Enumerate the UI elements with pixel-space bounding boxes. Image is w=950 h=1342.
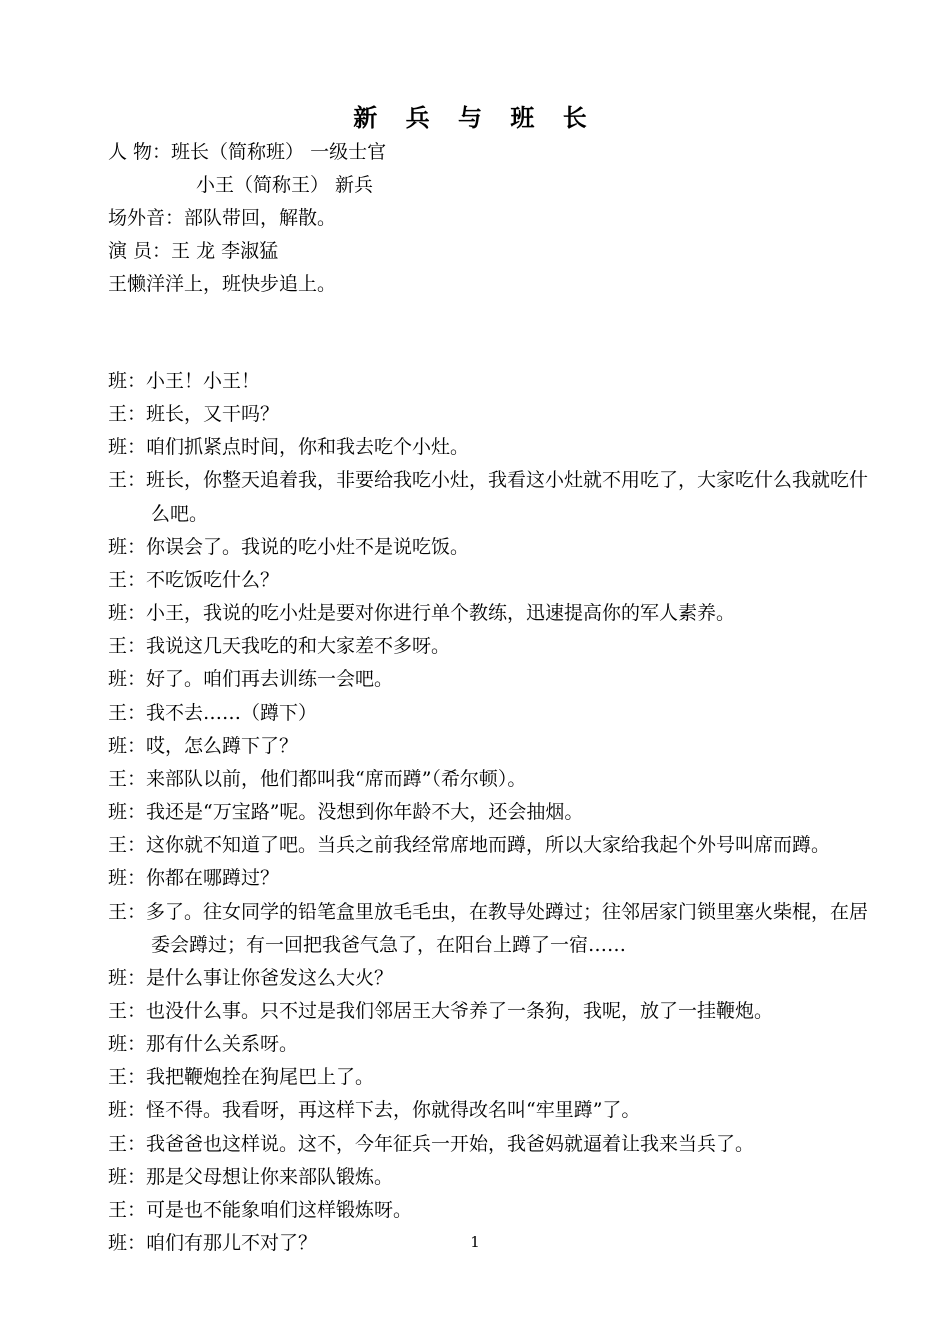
actors-line: 演 员：王 龙 李淑猛 xyxy=(108,240,279,262)
dialogue-list xyxy=(108,365,868,1260)
dialogue-line: 班：哎，怎么蹲下了？ xyxy=(108,734,299,757)
page-number: 1 xyxy=(470,1233,480,1251)
dialogue-line: 王：可是也不能象咱们这样锻炼呀。 xyxy=(108,1198,413,1221)
characters-second-line: 小王（简称王） 新兵 xyxy=(196,174,374,196)
dialogue-line: 王：也没什么事。只不过是我们邻居王大爷养了一条狗，我呢，放了一挂鞭炮。 xyxy=(108,999,774,1022)
dialogue-line: 班：是什么事让你爸发这么大火？ xyxy=(108,966,394,989)
dialogue-line: 班：你误会了。我说的吃小灶不是说吃饭。 xyxy=(108,535,470,558)
dialogue-line: 王：我说这几天我吃的和大家差不多呀。 xyxy=(108,635,451,658)
dialogue-line: 班：小王！小王！ xyxy=(108,370,261,392)
dialogue-line: 班：我还是“万宝路”呢。没想到你年龄不大，还会抽烟。 xyxy=(108,801,584,824)
dialogue-line: 王：班长，你整天追着我，非要给我吃小灶，我看这小灶就不用吃了，大家吃什么我就吃什么吧。 xyxy=(108,469,869,525)
offstage-line: 场外音：部队带回，解散。 xyxy=(108,207,337,229)
dialogue-line: 王：我不去……（蹲下） xyxy=(108,701,318,724)
dialogue-line: 王：来部队以前，他们都叫我“席而蹲”（希尔顿）。 xyxy=(108,767,527,790)
dialogue-line: 王：班长，又干吗？ xyxy=(108,403,280,426)
dialogue-line: 班：咱们有那儿不对了？ xyxy=(108,1232,318,1255)
dialogue-line: 班：小王，我说的吃小灶是要对你进行单个教练，迅速提高你的军人素养。 xyxy=(108,602,736,625)
stage-direction: 王懒洋洋上，班快步追上。 xyxy=(108,273,337,295)
dialogue-line: 班：好了。咱们再去训练一会吧。 xyxy=(108,668,394,691)
dialogue-line: 班：你都在哪蹲过？ xyxy=(108,867,280,890)
dialogue-line: 班：怪不得。我看呀，再这样下去，你就得改名叫“牢里蹲”了。 xyxy=(108,1099,641,1122)
dialogue-line: 王：多了。往女同学的铅笔盒里放毛毛虫，在教导处蹲过；往邻居家门锁里塞火柴棍，在居委会蹲过；有一回把我爸气急了，在阳台上蹲了一宿…… xyxy=(108,900,869,956)
dialogue-line: 班：那有什么关系呀。 xyxy=(108,1033,299,1056)
characters-line: 人 物：班长（简称班） 一级士官 xyxy=(108,141,387,163)
document-title: 新 兵 与 班 长 xyxy=(353,104,597,132)
dialogue-line: 王：我把鞭炮拴在狗尾巴上了。 xyxy=(108,1066,375,1089)
dialogue-line: 班：咱们抓紧点时间，你和我去吃个小灶。 xyxy=(108,436,470,459)
dialogue-line: 班：那是父母想让你来部队锻炼。 xyxy=(108,1165,394,1188)
dialogue-line: 王：不吃饭吃什么？ xyxy=(108,568,280,591)
dialogue-line: 王：我爸爸也这样说。这不，今年征兵一开始，我爸妈就逼着让我来当兵了。 xyxy=(108,1132,755,1155)
dialogue-line: 王：这你就不知道了吧。当兵之前我经常席地而蹲，所以大家给我起个外号叫席而蹲。 xyxy=(108,834,831,857)
